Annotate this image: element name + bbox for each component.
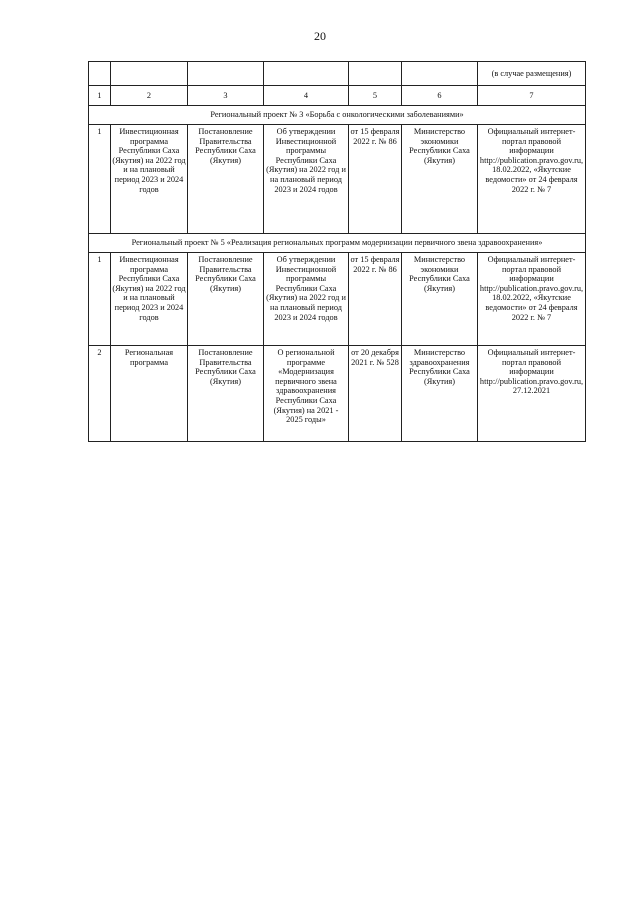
section-row-project-3 (89, 106, 586, 125)
column-number: 4 (264, 86, 349, 106)
publication-cell: Официальный интернет-портал правовой информации http://publication.pravo.gov.ru, 18.02.2022, «Якутские ведомости» от 24 февраля 2022 г. № 7 (478, 125, 586, 234)
column-number: 1 (89, 86, 111, 106)
header-cell (349, 62, 402, 86)
act-title-cell: О региональной программе «Модернизация первичного звена здравоохранения Республики Саха (Якутия) на 2021 - 2025 годы» (264, 346, 349, 442)
document-type-cell: Инвестиционная программа Республики Саха (Якутия) на 2022 год и на плановый период 2023 и 2024 годов (111, 253, 188, 346)
header-note: (в случае размещения) (478, 62, 586, 86)
row-number: 1 (89, 253, 111, 346)
section-row-project-5 (89, 234, 586, 253)
column-number: 3 (188, 86, 264, 106)
act-type-cell: Постановление Правительства Республики Саха (Якутия) (188, 253, 264, 346)
act-date-cell: от 15 февраля 2022 г. № 86 (349, 253, 402, 346)
act-title-cell: Об утверждении Инвестиционной программы Республики Саха (Якутия) на 2022 год и на плановый период 2023 и 2024 годов (264, 125, 349, 234)
row-number: 2 (89, 346, 111, 442)
row-number: 1 (89, 125, 111, 234)
column-number: 5 (349, 86, 402, 106)
page-number: 20 (314, 29, 326, 43)
header-cell (264, 62, 349, 86)
header-cell (402, 62, 478, 86)
column-numbers-row (89, 86, 586, 106)
publication-cell: Официальный интернет-портал правовой информации http://publication.pravo.gov.ru, 27.12.2021 (478, 346, 586, 442)
table-row (89, 253, 586, 346)
header-cell (111, 62, 188, 86)
section-title: Региональный проект № 3 «Борьба с онкологическими заболеваниями» (89, 106, 586, 125)
legal-acts-table (88, 61, 586, 442)
act-date-cell: от 20 декабря 2021 г. № 528 (349, 346, 402, 442)
responsible-body-cell: Министерство здравоохранения Республики Саха (Якутия) (402, 346, 478, 442)
act-date-cell: от 15 февраля 2022 г. № 86 (349, 125, 402, 234)
section-title: Региональный проект № 5 «Реализация региональных программ модернизации первичного звена здравоохранения» (89, 234, 586, 253)
publication-cell: Официальный интернет-портал правовой информации http://publication.pravo.gov.ru, 18.02.2022, «Якутские ведомости» от 24 февраля 2022 г. № 7 (478, 253, 586, 346)
responsible-body-cell: Министерство экономики Республики Саха (Якутия) (402, 253, 478, 346)
header-cell (89, 62, 111, 86)
table-row (89, 346, 586, 442)
column-number: 2 (111, 86, 188, 106)
responsible-body-cell: Министерство экономики Республики Саха (Якутия) (402, 125, 478, 234)
act-type-cell: Постановление Правительства Республики Саха (Якутия) (188, 346, 264, 442)
act-type-cell: Постановление Правительства Республики Саха (Якутия) (188, 125, 264, 234)
document-type-cell: Региональная программа (111, 346, 188, 442)
table-row (89, 125, 586, 234)
act-title-cell: Об утверждении Инвестиционной программы Республики Саха (Якутия) на 2022 год и на плановый период 2023 и 2024 годов (264, 253, 349, 346)
column-number: 7 (478, 86, 586, 106)
header-cell (188, 62, 264, 86)
column-number: 6 (402, 86, 478, 106)
header-row (89, 62, 586, 86)
document-type-cell: Инвестиционная программа Республики Саха (Якутия) на 2022 год и на плановый период 2023 и 2024 годов (111, 125, 188, 234)
